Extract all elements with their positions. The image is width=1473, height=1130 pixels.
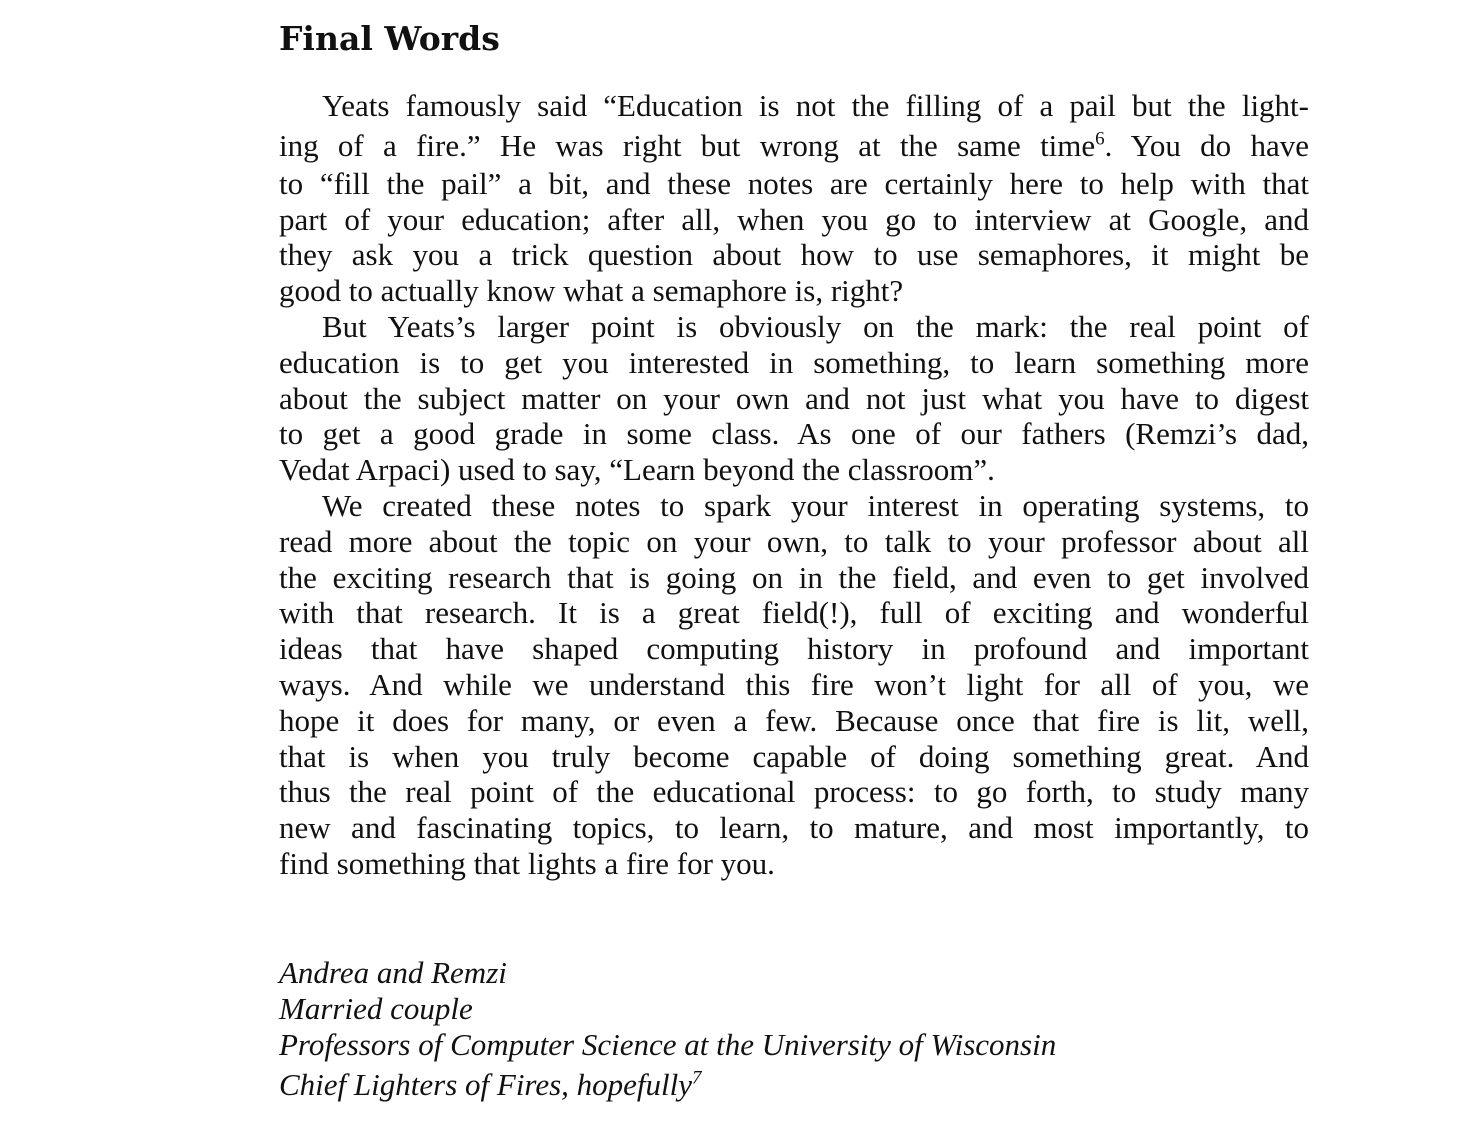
text-line: ways. And while we understand this fire won’t light for all of you, we	[279, 666, 1309, 702]
text-line: thus the real point of the educational process: to go forth, to study many	[279, 774, 1309, 810]
text-line: good to actually know what a semaphore is, right?	[279, 273, 904, 309]
text-line: find something that lights a fire for you.	[279, 845, 775, 881]
text-line: to get a good grade in some class. As one of our fathers (Remzi’s dad,	[279, 416, 1309, 452]
paragraph-2	[279, 309, 1309, 488]
signature-affiliation: Professors of Computer Science at the University of Wisconsin	[279, 1027, 1057, 1062]
text-line: they ask you a trick question about how to use semaphores, it might be	[279, 237, 1309, 273]
signature-block	[279, 955, 1309, 1103]
text-line: with that research. It is a great field(!), full of exciting and wonderful	[279, 595, 1309, 631]
text-line-part: ing of a fire.” He was right but wrong at the same time	[279, 127, 1096, 163]
section-title: Final Words	[279, 19, 500, 58]
text-line: that is when you truly become capable of doing something great. And	[279, 738, 1309, 774]
text-line: Vedat Arpaci) used to say, “Learn beyond the classroom”.	[279, 452, 995, 488]
text-line: ideas that have shaped computing history in profound and important	[279, 631, 1309, 667]
footnote-marker: 6	[1095, 128, 1105, 150]
paragraph-1	[279, 88, 1309, 309]
text-line-part: . You do have	[1104, 127, 1309, 163]
text-line: to “fill the pail” a bit, and these notes are certainly here to help with that	[279, 165, 1309, 201]
text-line: read more about the topic on your own, to talk to your professor about all	[279, 523, 1309, 559]
text-line: about the subject matter on your own and not just what you have to digest	[279, 380, 1309, 416]
text-line: But Yeats’s larger point is obviously on the mark: the real point of	[322, 308, 1309, 344]
text-line: education is to get you interested in something, to learn something more	[279, 344, 1309, 380]
signature-names: Andrea and Remzi	[279, 955, 507, 990]
text-line	[279, 124, 1309, 166]
text-line: Yeats famously said “Education is not the filling of a pail but the light-	[322, 88, 1309, 123]
body-text	[279, 88, 1309, 882]
text-line: hope it does for many, or even a few. Because once that fire is lit, well,	[279, 702, 1309, 738]
paragraph-3	[279, 488, 1309, 882]
signature-title-line	[279, 1063, 1309, 1103]
footnote-marker: 7	[692, 1067, 702, 1089]
signature-title: Chief Lighters of Fires, hopefully	[279, 1067, 693, 1102]
text-line: the exciting research that is going on in the field, and even to get involved	[279, 559, 1309, 595]
text-line: part of your education; after all, when you go to interview at Google, and	[279, 201, 1309, 237]
signature-relation: Married couple	[279, 991, 473, 1026]
text-line: We created these notes to spark your interest in operating systems, to	[322, 487, 1309, 523]
text-line: new and fascinating topics, to learn, to mature, and most importantly, to	[279, 810, 1309, 846]
